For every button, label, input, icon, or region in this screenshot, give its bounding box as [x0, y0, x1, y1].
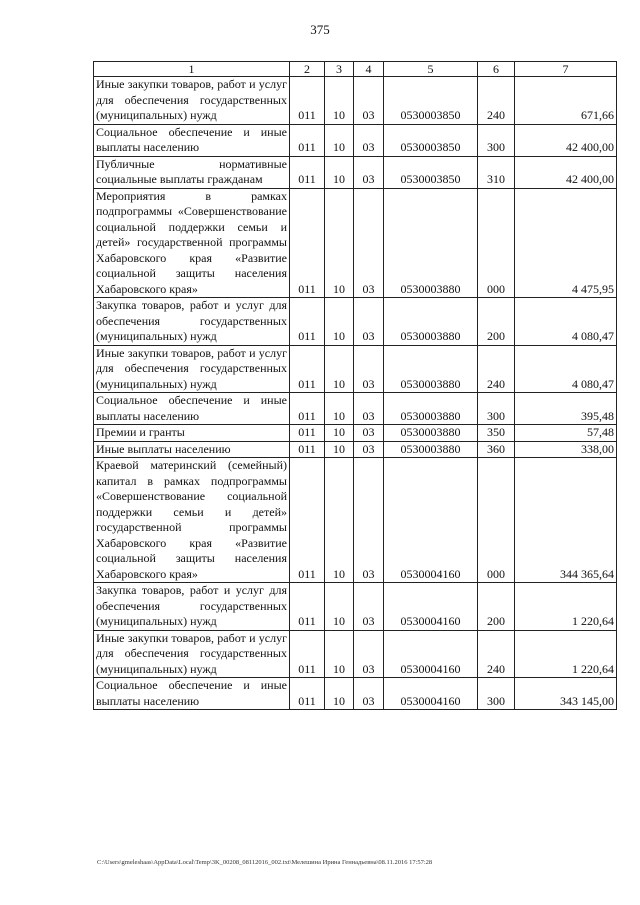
cell-ministry-code: 011 — [290, 345, 325, 393]
cell-ministry-code: 011 — [290, 441, 325, 458]
cell-ministry-code: 011 — [290, 393, 325, 425]
column-header: 1 — [94, 62, 290, 77]
table-row — [94, 188, 617, 298]
cell-expense-type-code: 310 — [478, 156, 515, 188]
cell-subsection-code: 03 — [354, 298, 384, 346]
cell-target-article-code: 0530003880 — [384, 188, 478, 298]
cell-subsection-code: 03 — [354, 678, 384, 710]
cell-subsection-code: 03 — [354, 425, 384, 442]
row-description: Закупка товаров, работ и услуг для обеспечения государственных (муниципальных) нужд — [94, 583, 290, 631]
column-header: 5 — [384, 62, 478, 77]
cell-section-code: 10 — [325, 77, 354, 125]
cell-amount: 671,66 — [515, 77, 617, 125]
cell-expense-type-code: 300 — [478, 393, 515, 425]
cell-expense-type-code: 360 — [478, 441, 515, 458]
cell-amount: 42 400,00 — [515, 156, 617, 188]
cell-target-article-code: 0530003880 — [384, 393, 478, 425]
cell-target-article-code: 0530004160 — [384, 458, 478, 583]
table-row — [94, 124, 617, 156]
cell-amount: 1 220,64 — [515, 630, 617, 678]
row-description: Премии и гранты — [94, 425, 290, 442]
cell-ministry-code: 011 — [290, 156, 325, 188]
cell-target-article-code: 0530004160 — [384, 583, 478, 631]
cell-section-code: 10 — [325, 583, 354, 631]
row-description: Иные закупки товаров, работ и услуг для обеспечения государственных (муниципальных) нужд — [94, 345, 290, 393]
row-description: Краевой материнский (семейный) капитал в рамках подпрограммы «Совершенствование социальной поддержки семьи и детей» государственной программы Хабаровского края «Развитие социальной защиты населения Хабаровского края» — [94, 458, 290, 583]
cell-amount: 395,48 — [515, 393, 617, 425]
cell-section-code: 10 — [325, 630, 354, 678]
row-description: Мероприятия в рамках подпрограммы «Совершенствование социальной поддержки семьи и детей» государственной программы Хабаровского края «Развитие социальной защиты населения Хабаровского края» — [94, 188, 290, 298]
cell-ministry-code: 011 — [290, 678, 325, 710]
cell-expense-type-code: 300 — [478, 678, 515, 710]
cell-subsection-code: 03 — [354, 441, 384, 458]
row-description: Социальное обеспечение и иные выплаты населению — [94, 124, 290, 156]
column-header: 2 — [290, 62, 325, 77]
file-path-footer: C:\Users\gmeleshaas\AppData\Local\Temp\3K_00208_08112016_002.txt\Мелешина Ирина Геннадьевна\08.11.2016 17:57:28 — [97, 859, 433, 866]
cell-section-code: 10 — [325, 188, 354, 298]
cell-section-code: 10 — [325, 441, 354, 458]
cell-expense-type-code: 240 — [478, 77, 515, 125]
cell-amount: 343 145,00 — [515, 678, 617, 710]
row-description: Иные закупки товаров, работ и услуг для обеспечения государственных (муниципальных) нужд — [94, 630, 290, 678]
cell-expense-type-code: 000 — [478, 458, 515, 583]
cell-section-code: 10 — [325, 458, 354, 583]
cell-target-article-code: 0530003850 — [384, 77, 478, 125]
cell-ministry-code: 011 — [290, 124, 325, 156]
row-description: Иные закупки товаров, работ и услуг для обеспечения государственных (муниципальных) нужд — [94, 77, 290, 125]
cell-expense-type-code: 000 — [478, 188, 515, 298]
cell-expense-type-code: 350 — [478, 425, 515, 442]
row-description: Социальное обеспечение и иные выплаты населению — [94, 678, 290, 710]
cell-ministry-code: 011 — [290, 458, 325, 583]
column-header: 6 — [478, 62, 515, 77]
cell-section-code: 10 — [325, 678, 354, 710]
cell-subsection-code: 03 — [354, 458, 384, 583]
table-row — [94, 156, 617, 188]
cell-expense-type-code: 240 — [478, 630, 515, 678]
cell-ministry-code: 011 — [290, 77, 325, 125]
cell-target-article-code: 0530003880 — [384, 441, 478, 458]
cell-ministry-code: 011 — [290, 188, 325, 298]
table-row — [94, 458, 617, 583]
column-header: 7 — [515, 62, 617, 77]
cell-subsection-code: 03 — [354, 583, 384, 631]
cell-expense-type-code: 200 — [478, 298, 515, 346]
cell-expense-type-code: 300 — [478, 124, 515, 156]
cell-target-article-code: 0530003850 — [384, 124, 478, 156]
cell-amount: 344 365,64 — [515, 458, 617, 583]
table-row — [94, 583, 617, 631]
table-row — [94, 630, 617, 678]
row-description: Социальное обеспечение и иные выплаты населению — [94, 393, 290, 425]
cell-amount: 4 475,95 — [515, 188, 617, 298]
cell-section-code: 10 — [325, 156, 354, 188]
cell-target-article-code: 0530003880 — [384, 298, 478, 346]
cell-amount: 4 080,47 — [515, 345, 617, 393]
table-row — [94, 441, 617, 458]
cell-amount: 57,48 — [515, 425, 617, 442]
table-row — [94, 425, 617, 442]
page-number: 375 — [310, 22, 330, 37]
cell-subsection-code: 03 — [354, 77, 384, 125]
column-header: 4 — [354, 62, 384, 77]
cell-subsection-code: 03 — [354, 630, 384, 678]
cell-ministry-code: 011 — [290, 583, 325, 631]
cell-expense-type-code: 240 — [478, 345, 515, 393]
table-row — [94, 678, 617, 710]
cell-section-code: 10 — [325, 298, 354, 346]
cell-target-article-code: 0530004160 — [384, 630, 478, 678]
row-description: Публичные нормативные социальные выплаты гражданам — [94, 156, 290, 188]
cell-target-article-code: 0530004160 — [384, 678, 478, 710]
cell-section-code: 10 — [325, 345, 354, 393]
cell-amount: 42 400,00 — [515, 124, 617, 156]
cell-subsection-code: 03 — [354, 345, 384, 393]
row-description: Закупка товаров, работ и услуг для обеспечения государственных (муниципальных) нужд — [94, 298, 290, 346]
cell-target-article-code: 0530003880 — [384, 425, 478, 442]
column-header: 3 — [325, 62, 354, 77]
table-row — [94, 393, 617, 425]
cell-section-code: 10 — [325, 393, 354, 425]
table-row — [94, 298, 617, 346]
cell-expense-type-code: 200 — [478, 583, 515, 631]
table-row — [94, 77, 617, 125]
cell-section-code: 10 — [325, 425, 354, 442]
table-row — [94, 345, 617, 393]
cell-subsection-code: 03 — [354, 124, 384, 156]
cell-ministry-code: 011 — [290, 298, 325, 346]
cell-subsection-code: 03 — [354, 188, 384, 298]
budget-table — [93, 61, 617, 710]
row-description: Иные выплаты населению — [94, 441, 290, 458]
cell-amount: 1 220,64 — [515, 583, 617, 631]
cell-subsection-code: 03 — [354, 393, 384, 425]
header-row — [94, 62, 617, 77]
cell-section-code: 10 — [325, 124, 354, 156]
cell-amount: 338,00 — [515, 441, 617, 458]
cell-target-article-code: 0530003850 — [384, 156, 478, 188]
cell-subsection-code: 03 — [354, 156, 384, 188]
cell-amount: 4 080,47 — [515, 298, 617, 346]
cell-ministry-code: 011 — [290, 630, 325, 678]
cell-ministry-code: 011 — [290, 425, 325, 442]
cell-target-article-code: 0530003880 — [384, 345, 478, 393]
